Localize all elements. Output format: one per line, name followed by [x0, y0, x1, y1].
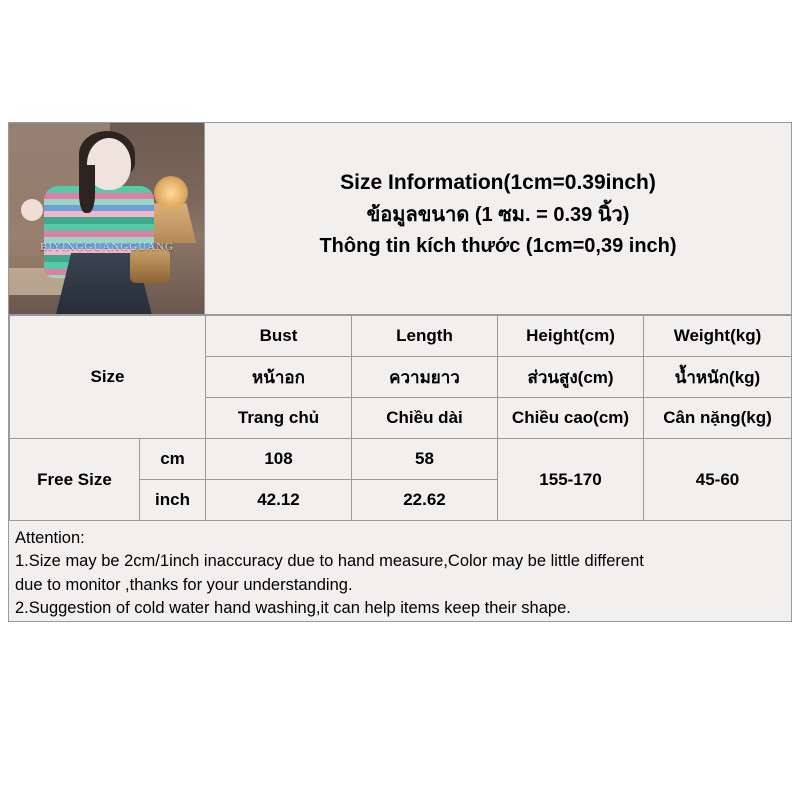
- row-header-free-size: Free Size: [10, 439, 140, 521]
- col-header-height-vn: Chiều cao(cm): [498, 398, 644, 439]
- col-header-length-vn: Chiều dài: [352, 398, 498, 439]
- title-english: Size Information(1cm=0.39inch): [340, 171, 656, 195]
- attention-line-1: 1.Size may be 2cm/1inch inaccuracy due to hand measure,Color may be little different: [15, 552, 644, 571]
- attention-line-3: 2.Suggestion of cold water hand washing,it can help items keep their shape.: [15, 599, 571, 618]
- card-header: [9, 123, 791, 315]
- unit-inch: inch: [140, 480, 206, 521]
- photo-watermark: BIYINGGUANGGUANG: [40, 241, 174, 253]
- col-header-weight-vn: Cân nặng(kg): [644, 398, 792, 439]
- value-weight-range: 45-60: [644, 439, 792, 521]
- size-header-cell: Size: [10, 316, 206, 439]
- value-length-cm: 58: [352, 439, 498, 480]
- table-row-cm: [10, 439, 792, 480]
- value-bust-inch: 42.12: [206, 480, 352, 521]
- unit-cm: cm: [140, 439, 206, 480]
- col-header-height-en: Height(cm): [498, 316, 644, 357]
- size-information-card: [8, 122, 792, 622]
- attention-heading: Attention:: [15, 529, 85, 547]
- col-header-length-th: ความยาว: [352, 357, 498, 398]
- value-bust-cm: 108: [206, 439, 352, 480]
- col-header-bust-th: หน้าอก: [206, 357, 352, 398]
- attention-line-2: due to monitor ,thanks for your understanding.: [15, 575, 353, 594]
- col-header-bust-vn: Trang chủ: [206, 398, 352, 439]
- value-height-range: 155-170: [498, 439, 644, 521]
- product-photo: [9, 123, 205, 314]
- value-length-inch: 22.62: [352, 480, 498, 521]
- photo-model-hair-strand: [79, 165, 95, 213]
- size-table: [9, 315, 792, 521]
- col-header-height-th: ส่วนสูง(cm): [498, 357, 644, 398]
- photo-handbag: [130, 249, 170, 283]
- col-header-weight-en: Weight(kg): [644, 316, 792, 357]
- col-header-weight-th: น้ำหนัก(kg): [644, 357, 792, 398]
- attention-block: [9, 521, 791, 622]
- table-row-header-en: [10, 316, 792, 357]
- title-thai: ข้อมูลขนาด (1 ซม. = 0.39 นิ้ว): [366, 203, 630, 226]
- col-header-length-en: Length: [352, 316, 498, 357]
- title-block: [205, 123, 791, 314]
- photo-model-hand: [21, 199, 43, 221]
- title-vietnamese: Thông tin kích thước (1cm=0,39 inch): [319, 234, 677, 257]
- col-header-bust-en: Bust: [206, 316, 352, 357]
